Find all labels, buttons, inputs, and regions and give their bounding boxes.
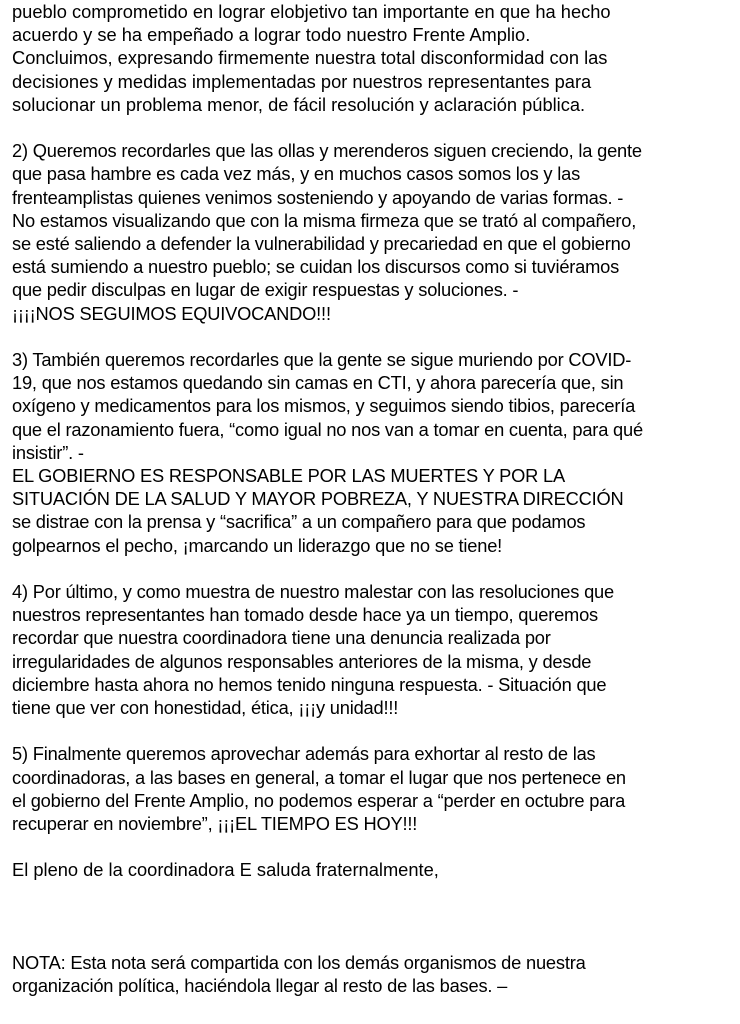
point-5-paragraph [12, 742, 740, 835]
text-line: SITUACIÓN DE LA SALUD Y MAYOR POBREZA, Y NUESTRA DIRECCIÓN [12, 488, 624, 510]
closing-line: El pleno de la coordinadora E saluda fraternalmente, [12, 859, 439, 881]
text-line: EL GOBIERNO ES RESPONSABLE POR LAS MUERTES Y POR LA [12, 465, 565, 487]
text-line: No estamos visualizando que con la misma firmeza que se trató al compañero, [12, 209, 637, 231]
text-line: 4) Por último, y como muestra de nuestro malestar con las resoluciones que [12, 581, 614, 603]
text-line: se esté saliendo a defender la vulnerabilidad y precariedad en que el gobierno [12, 233, 631, 255]
text-line: que el razonamiento fuera, “como igual no nos van a tomar en cuenta, para qué [12, 418, 643, 440]
paragraph-gap [12, 325, 740, 348]
text-line: NOTA: Esta nota será compartida con los demás organismos de nuestra [12, 952, 586, 974]
text-line: coordinadoras, a las bases en general, a tomar el lugar que nos pertenece en [12, 766, 626, 788]
text-line: insistir”. - [12, 441, 84, 463]
closing-paragraph [12, 858, 740, 881]
text-line: se distrae con la prensa y “sacrifica” a un compañero para que podamos [12, 511, 586, 533]
text-line: que pedir disculpas en lugar de exigir respuestas y soluciones. - [12, 279, 519, 301]
signature-space [12, 882, 740, 952]
text-line: frenteamplistas quienes venimos sosteniendo y apoyando de varias formas. - [12, 186, 624, 208]
text-line: tiene que ver con honestidad, ética, ¡¡¡y unidad!!! [12, 697, 399, 719]
text-line: está sumiendo a nuestro pueblo; se cuidan los discursos como si tuviéramos [12, 256, 620, 278]
text-line: acuerdo y se ha empeñado a lograr todo nuestro Frente Amplio. [12, 24, 531, 46]
text-line: 5) Finalmente queremos aprovechar además para exhortar al resto de las [12, 743, 596, 765]
text-line: pueblo comprometido en lograr elobjetivo tan importante en que ha hecho [12, 1, 611, 22]
text-line: recordar que nuestra coordinadora tiene una denuncia realizada por [12, 627, 551, 649]
text-line: que pasa hambre es cada vez más, y en muchos casos somos los y las [12, 163, 581, 185]
text-line: el gobierno del Frente Amplio, no podemos esperar a “perder en octubre para [12, 789, 626, 811]
point-4-paragraph [12, 580, 740, 719]
text-line: ¡¡¡¡NOS SEGUIMOS EQUIVOCANDO!!! [12, 302, 331, 324]
text-line: golpearnos el pecho, ¡marcando un liderazgo que no se tiene! [12, 534, 503, 556]
text-line: 2) Queremos recordarles que las ollas y merenderos siguen creciendo, la gente [12, 140, 642, 162]
paragraph-gap [12, 719, 740, 742]
paragraph-gap [12, 116, 740, 139]
note-paragraph [12, 951, 740, 997]
paragraph-gap [12, 835, 740, 858]
text-line: 3) También queremos recordarles que la gente se sigue muriendo por COVID- [12, 349, 632, 371]
text-line: Concluimos, expresando firmemente nuestra total disconformidad con las [12, 47, 608, 69]
paragraph-gap [12, 557, 740, 580]
text-line: 19, que nos estamos quedando sin camas en CTI, y ahora parecería que, sin [12, 372, 624, 394]
text-line: organización política, haciéndola llegar al resto de las bases. – [12, 975, 508, 997]
text-line: diciembre hasta ahora no hemos tenido ninguna respuesta. - Situación que [12, 673, 607, 695]
text-line: oxígeno y medicamentos para los mismos, y seguimos siendo tibios, parecería [12, 395, 636, 417]
point-3-paragraph [12, 348, 740, 557]
text-line: solucionar un problema menor, de fácil resolución y aclaración pública. [12, 93, 586, 115]
text-line: nuestros representantes han tomado desde hace ya un tiempo, queremos [12, 604, 598, 626]
point-2-paragraph [12, 139, 740, 325]
text-line: recuperar en noviembre”, ¡¡¡EL TIEMPO ES HOY!!! [12, 813, 418, 835]
intro-paragraph [12, 0, 740, 116]
text-line: irregularidades de algunos responsables anteriores de la misma, y desde [12, 650, 592, 672]
text-line: decisiones y medidas implementadas por nuestros representantes para [12, 70, 592, 92]
